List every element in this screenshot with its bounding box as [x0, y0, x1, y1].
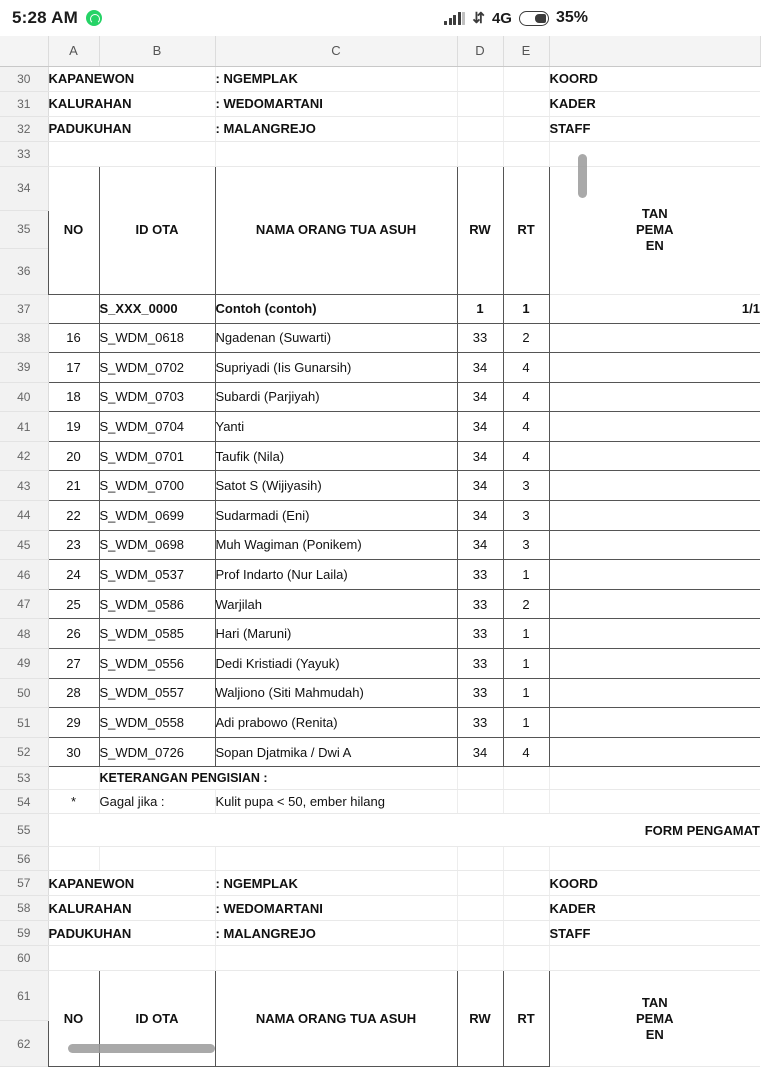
row-header[interactable]: 41 [0, 412, 48, 442]
empty-cell-d [457, 141, 503, 166]
header-id-ota: ID OTA [99, 166, 215, 294]
table-row[interactable] [0, 441, 760, 471]
cell-rw[interactable]: 34 [457, 471, 503, 501]
table-row[interactable] [0, 619, 760, 649]
info-value [215, 141, 457, 166]
cell-id-ota[interactable]: S_WDM_0700 [99, 471, 215, 501]
row-header[interactable]: 36 [0, 248, 48, 294]
notes-marker: * [48, 790, 99, 814]
table-row[interactable] [0, 501, 760, 531]
header-rw: RW [457, 166, 503, 294]
column-header-e[interactable]: E [503, 36, 549, 66]
horizontal-scrollbar[interactable] [68, 1044, 215, 1053]
table-row[interactable] [0, 678, 760, 708]
info-bottom-row [0, 871, 760, 896]
cell-id-ota[interactable]: S_WDM_0586 [99, 589, 215, 619]
cell-rt[interactable]: 2 [503, 589, 549, 619]
info-right-label: KOORD [549, 66, 760, 91]
column-header-b[interactable]: B [99, 36, 215, 66]
cell-rt[interactable]: 1 [503, 708, 549, 738]
row-header[interactable]: 55 [0, 814, 48, 847]
empty-cell-d [457, 790, 503, 814]
info-label [48, 946, 215, 971]
table-row[interactable] [0, 323, 760, 353]
cell-id-ota[interactable]: S_WDM_0557 [99, 678, 215, 708]
empty-cell-f [549, 847, 760, 871]
row-header[interactable]: 42 [0, 441, 48, 471]
cell-id-ota[interactable]: S_WDM_0556 [99, 649, 215, 679]
cell-tanggal[interactable] [549, 323, 760, 353]
cell-rw[interactable]: 33 [457, 323, 503, 353]
row-header[interactable]: 35 [0, 210, 48, 248]
example-row[interactable] [0, 294, 760, 323]
row-header[interactable]: 50 [0, 678, 48, 708]
header-no: NO [48, 166, 99, 294]
cell-rt[interactable]: 4 [503, 412, 549, 442]
info-top-row [0, 91, 760, 116]
cell-id-ota[interactable]: S_WDM_0618 [99, 323, 215, 353]
cell-no[interactable]: 16 [48, 323, 99, 353]
row-header[interactable]: 56 [0, 847, 48, 871]
cell-rw[interactable]: 33 [457, 649, 503, 679]
cell-rt[interactable]: 4 [503, 441, 549, 471]
info-value [215, 946, 457, 971]
cell-rw[interactable]: 33 [457, 619, 503, 649]
status-bar [0, 0, 600, 36]
row-header[interactable]: 30 [0, 66, 48, 91]
row-header[interactable]: 37 [0, 294, 48, 323]
cell-rw[interactable]: 34 [457, 441, 503, 471]
form-title: FORM PENGAMAT [48, 814, 760, 847]
empty-cell-d [457, 116, 503, 141]
header-rt: RT [503, 166, 549, 294]
info-label: KALURAHAN [48, 91, 215, 116]
info-value: : NGEMPLAK [215, 66, 457, 91]
info-top-row [0, 116, 760, 141]
row-header[interactable]: 40 [0, 382, 48, 412]
info-bottom-row [0, 896, 760, 921]
data-transfer-icon: ⇵ [472, 9, 485, 27]
cell-tanggal[interactable] [549, 501, 760, 531]
empty-cell-d [457, 767, 503, 790]
cell-id-ota[interactable]: S_WDM_0585 [99, 619, 215, 649]
info-top-row [0, 141, 760, 166]
row-header[interactable]: 59 [0, 921, 48, 946]
empty-cell-f [549, 790, 760, 814]
signal-bars-icon [444, 11, 465, 25]
battery-icon [519, 11, 549, 26]
cell-tanggal[interactable] [549, 471, 760, 501]
cell-nama[interactable]: Muh Wagiman (Ponikem) [215, 530, 457, 560]
empty-cell-a [48, 847, 99, 871]
cell-rw[interactable]: 33 [457, 708, 503, 738]
column-header-f[interactable] [549, 36, 760, 66]
table-row[interactable] [0, 471, 760, 501]
cell-tanggal[interactable] [549, 649, 760, 679]
column-header-c[interactable]: C [215, 36, 457, 66]
empty-cell-e [503, 66, 549, 91]
table-row[interactable] [0, 382, 760, 412]
cell-rw[interactable]: 34 [457, 737, 503, 767]
table-header-row-bottom [0, 971, 760, 1021]
empty-cell-d [457, 921, 503, 946]
cell-rw[interactable]: 34 [457, 530, 503, 560]
info-bottom-row [0, 946, 760, 971]
info-label [48, 141, 215, 166]
cell-no[interactable] [48, 294, 99, 323]
cell-nama[interactable]: Taufik (Nila) [215, 441, 457, 471]
cell-tanggal[interactable] [549, 678, 760, 708]
empty-cell-e [503, 91, 549, 116]
cell-id-ota[interactable]: S_WDM_0558 [99, 708, 215, 738]
cell-rt[interactable]: 2 [503, 323, 549, 353]
table-header-row [0, 166, 760, 210]
table-row[interactable] [0, 737, 760, 767]
cell-no[interactable]: 26 [48, 619, 99, 649]
cell-rt[interactable]: 3 [503, 471, 549, 501]
cell-no[interactable]: 24 [48, 560, 99, 590]
empty-cell-f [549, 767, 760, 790]
empty-cell-a [48, 767, 99, 790]
row-header[interactable]: 61 [0, 971, 48, 1021]
cell-no[interactable]: 23 [48, 530, 99, 560]
blank-row [0, 847, 760, 871]
network-type-label: 4G [491, 9, 512, 27]
cell-nama[interactable]: Sudarmadi (Eni) [215, 501, 457, 531]
vertical-scrollbar[interactable] [578, 154, 587, 198]
cell-nama[interactable]: Subardi (Parjiyah) [215, 382, 457, 412]
row-header[interactable]: 38 [0, 323, 48, 353]
row-header[interactable]: 53 [0, 767, 48, 790]
cell-tanggal[interactable] [549, 560, 760, 590]
info-right-label: STAFF [549, 921, 760, 946]
battery-percent-label: 35% [555, 9, 588, 26]
cell-rw[interactable]: 33 [457, 589, 503, 619]
cell-rt[interactable]: 1 [503, 294, 549, 323]
table-row[interactable] [0, 649, 760, 679]
row-header[interactable]: 51 [0, 708, 48, 738]
cell-rw[interactable]: 33 [457, 560, 503, 590]
empty-cell-e [503, 116, 549, 141]
row-header[interactable]: 32 [0, 116, 48, 141]
empty-cell-b [99, 847, 215, 871]
cell-tanggal[interactable] [549, 737, 760, 767]
info-right-label [549, 946, 760, 971]
cell-no[interactable]: 27 [48, 649, 99, 679]
cell-rw[interactable]: 34 [457, 501, 503, 531]
info-label: KAPANEWON [48, 66, 215, 91]
table-row[interactable] [0, 708, 760, 738]
row-header[interactable]: 60 [0, 946, 48, 971]
cell-rt[interactable]: 4 [503, 382, 549, 412]
row-header[interactable]: 46 [0, 560, 48, 590]
cell-no[interactable]: 18 [48, 382, 99, 412]
cell-id-ota[interactable]: S_WDM_0703 [99, 382, 215, 412]
notes-item-label: Gagal jika : [99, 790, 215, 814]
empty-cell-e [503, 767, 549, 790]
cell-rt[interactable]: 3 [503, 530, 549, 560]
row-header[interactable]: 45 [0, 530, 48, 560]
cell-tanggal[interactable] [549, 530, 760, 560]
notes-item-row [0, 790, 760, 814]
cell-no[interactable]: 25 [48, 589, 99, 619]
cell-tanggal[interactable] [549, 382, 760, 412]
cell-tanggal[interactable] [549, 589, 760, 619]
cell-no[interactable]: 29 [48, 708, 99, 738]
whatsapp-icon [86, 10, 102, 26]
header-rw: RW [457, 971, 503, 1067]
info-value: : WEDOMARTANI [215, 896, 457, 921]
row-header[interactable]: 57 [0, 871, 48, 896]
empty-cell-e [503, 790, 549, 814]
empty-cell-e [503, 896, 549, 921]
info-right-label: KOORD [549, 871, 760, 896]
row-header[interactable]: 58 [0, 896, 48, 921]
row-header[interactable]: 48 [0, 619, 48, 649]
row-header[interactable]: 47 [0, 589, 48, 619]
cell-no[interactable]: 30 [48, 737, 99, 767]
cell-id-ota[interactable]: S_XXX_0000 [99, 294, 215, 323]
cell-rw[interactable]: 33 [457, 678, 503, 708]
row-header[interactable]: 31 [0, 91, 48, 116]
table-row[interactable] [0, 412, 760, 442]
cell-id-ota[interactable]: S_WDM_0698 [99, 530, 215, 560]
info-value: : WEDOMARTANI [215, 91, 457, 116]
cell-rt[interactable]: 4 [503, 737, 549, 767]
table-row[interactable] [0, 530, 760, 560]
cell-nama[interactable]: Sopan Djatmika / Dwi A [215, 737, 457, 767]
empty-cell-e [503, 847, 549, 871]
header-tanggal-pemantauan: TAN PEMA EN [549, 166, 760, 294]
form-title-row [0, 814, 760, 847]
empty-cell-c [215, 847, 457, 871]
cell-no[interactable]: 28 [48, 678, 99, 708]
empty-cell-d [457, 66, 503, 91]
cell-id-ota[interactable]: S_WDM_0726 [99, 737, 215, 767]
cell-rt[interactable]: 1 [503, 678, 549, 708]
cell-tanggal[interactable] [549, 619, 760, 649]
cell-rt[interactable]: 4 [503, 353, 549, 383]
cell-id-ota[interactable]: S_WDM_0699 [99, 501, 215, 531]
cell-id-ota[interactable]: S_WDM_0701 [99, 441, 215, 471]
cell-nama[interactable]: Hari (Maruni) [215, 619, 457, 649]
empty-cell-d [457, 896, 503, 921]
cell-rw[interactable]: 34 [457, 412, 503, 442]
cell-id-ota[interactable]: S_WDM_0537 [99, 560, 215, 590]
spreadsheet-grid[interactable] [0, 36, 761, 1067]
cell-nama[interactable]: Yanti [215, 412, 457, 442]
row-header[interactable]: 43 [0, 471, 48, 501]
cell-nama[interactable]: Contoh (contoh) [215, 294, 457, 323]
cell-no[interactable]: 21 [48, 471, 99, 501]
row-header[interactable]: 44 [0, 501, 48, 531]
header-id-ota: ID OTA [99, 971, 215, 1067]
cell-nama[interactable]: Prof Indarto (Nur Laila) [215, 560, 457, 590]
cell-nama[interactable]: Dedi Kristiadi (Yayuk) [215, 649, 457, 679]
info-right-label: STAFF [549, 116, 760, 141]
empty-cell-e [503, 871, 549, 896]
cell-tanggal[interactable] [549, 708, 760, 738]
row-header[interactable]: 39 [0, 353, 48, 383]
header-nama: NAMA ORANG TUA ASUH [215, 971, 457, 1067]
header-nama: NAMA ORANG TUA ASUH [215, 166, 457, 294]
cell-rw[interactable]: 1 [457, 294, 503, 323]
cell-rt[interactable]: 3 [503, 501, 549, 531]
cell-no[interactable]: 17 [48, 353, 99, 383]
cell-id-ota[interactable]: S_WDM_0702 [99, 353, 215, 383]
column-header-a[interactable]: A [48, 36, 99, 66]
table-row[interactable] [0, 560, 760, 590]
header-no: NO [48, 971, 99, 1067]
cell-nama[interactable]: Warjilah [215, 589, 457, 619]
table-row[interactable] [0, 353, 760, 383]
cell-rw[interactable]: 34 [457, 353, 503, 383]
row-header[interactable]: 54 [0, 790, 48, 814]
column-header-d[interactable]: D [457, 36, 503, 66]
info-value: : NGEMPLAK [215, 871, 457, 896]
row-header[interactable]: 33 [0, 141, 48, 166]
empty-cell-e [503, 141, 549, 166]
empty-cell-e [503, 921, 549, 946]
cell-nama[interactable]: Adi prabowo (Renita) [215, 708, 457, 738]
empty-cell-d [457, 946, 503, 971]
clock: 5:28 AM [12, 8, 78, 27]
header-tanggal-pemantauan: TAN PEMA EN [549, 971, 760, 1067]
row-header[interactable]: 49 [0, 649, 48, 679]
info-right-label: KADER [549, 896, 760, 921]
cell-no[interactable]: 22 [48, 501, 99, 531]
cell-id-ota[interactable]: S_WDM_0704 [99, 412, 215, 442]
notes-item-value: Kulit pupa < 50, ember hilang [215, 790, 457, 814]
info-label: KAPANEWON [48, 871, 215, 896]
cell-no[interactable]: 20 [48, 441, 99, 471]
empty-cell-d [457, 871, 503, 896]
cell-nama[interactable]: Supriyadi (Iis Gunarsih) [215, 353, 457, 383]
column-header-row [0, 36, 760, 66]
empty-cell-d [457, 847, 503, 871]
info-top-row [0, 66, 760, 91]
row-header[interactable]: 62 [0, 1021, 48, 1067]
info-value: : MALANGREJO [215, 116, 457, 141]
header-rt: RT [503, 971, 549, 1067]
info-label: PADUKUHAN [48, 921, 215, 946]
cell-rw[interactable]: 34 [457, 382, 503, 412]
row-header[interactable]: 34 [0, 166, 48, 210]
cell-tanggal[interactable] [549, 441, 760, 471]
row-header[interactable]: 52 [0, 737, 48, 767]
status-bar-right [444, 9, 588, 27]
cell-rt[interactable]: 1 [503, 619, 549, 649]
info-bottom-row [0, 921, 760, 946]
notes-title-row [0, 767, 760, 790]
cell-rt[interactable]: 1 [503, 649, 549, 679]
info-label: KALURAHAN [48, 896, 215, 921]
select-all-corner[interactable] [0, 36, 48, 66]
cell-nama[interactable]: Satot S (Wijiyasih) [215, 471, 457, 501]
cell-rt[interactable]: 1 [503, 560, 549, 590]
table-row[interactable] [0, 589, 760, 619]
info-value: : MALANGREJO [215, 921, 457, 946]
status-bar-left [12, 8, 102, 28]
spreadsheet-viewport[interactable] [0, 36, 760, 1067]
empty-cell-d [457, 91, 503, 116]
notes-title: KETERANGAN PENGISIAN : [99, 767, 457, 790]
cell-tanggal[interactable] [549, 412, 760, 442]
cell-tanggal[interactable] [549, 353, 760, 383]
empty-cell-e [503, 946, 549, 971]
cell-tanggal[interactable]: 1/1 [549, 294, 760, 323]
info-label: PADUKUHAN [48, 116, 215, 141]
cell-nama[interactable]: Ngadenan (Suwarti) [215, 323, 457, 353]
info-right-label: KADER [549, 91, 760, 116]
cell-no[interactable]: 19 [48, 412, 99, 442]
cell-nama[interactable]: Waljiono (Siti Mahmudah) [215, 678, 457, 708]
